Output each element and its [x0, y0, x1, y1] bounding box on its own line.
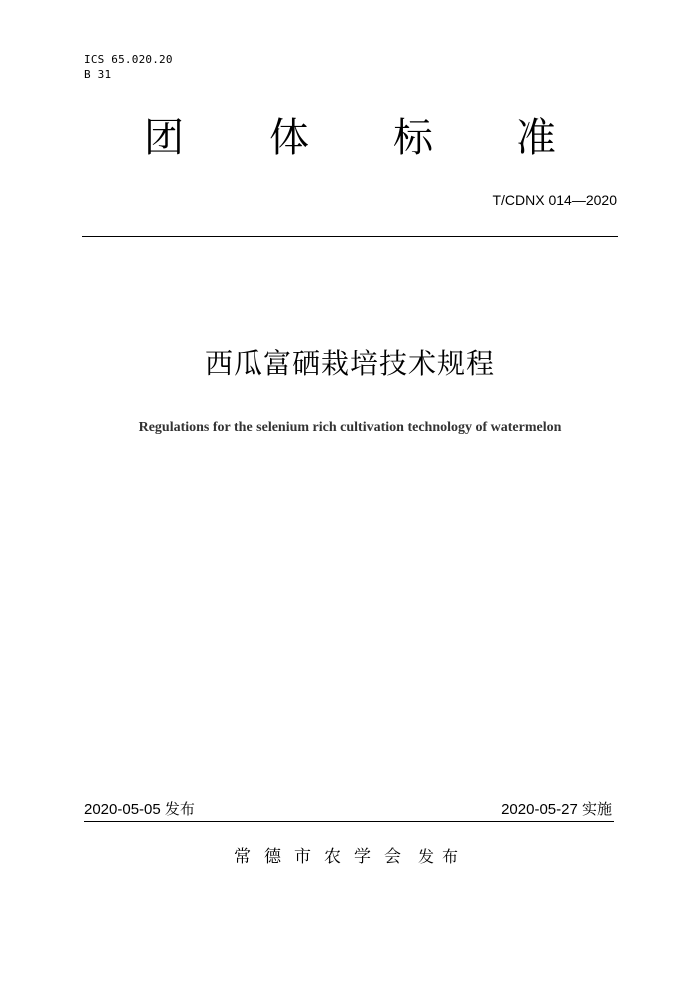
- ics-code: ICS 65.020.20: [84, 53, 173, 66]
- document-type-char: 团: [144, 115, 184, 161]
- publish-date: 2020-05-05 发布: [84, 801, 195, 818]
- document-type-char: 准: [516, 115, 556, 161]
- issuer-line: [0, 844, 700, 870]
- implementation-date: 2020-05-27 实施: [501, 801, 612, 818]
- standard-number: T/CDNX 014—2020: [492, 192, 617, 208]
- issuing-organization: 常德市农学会: [233, 847, 414, 867]
- dates-row: [84, 797, 614, 822]
- header-divider: [82, 236, 618, 237]
- chinese-title: 西瓜富硒栽培技术规程: [204, 347, 495, 380]
- issue-action: 发布: [417, 847, 466, 866]
- document-type-char: 体: [269, 115, 309, 161]
- english-title: Regulations for the selenium rich cultivation technology of watermelon: [138, 420, 562, 435]
- document-type-heading: [0, 112, 700, 168]
- document-type-char: 标: [393, 115, 433, 161]
- classification-codes: [84, 52, 173, 82]
- ccs-code: B 31: [84, 68, 112, 81]
